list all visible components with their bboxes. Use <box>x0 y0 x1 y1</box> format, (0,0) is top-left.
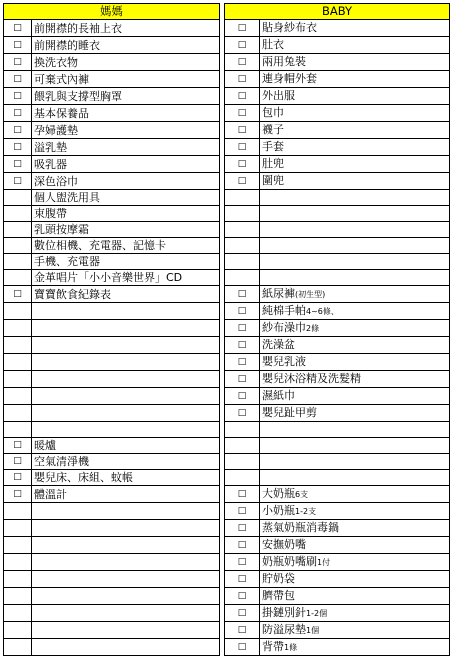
mom-checkbox[interactable]: □ <box>4 470 32 486</box>
baby-item-label: 紗布澡巾 <box>262 321 306 334</box>
mom-item <box>32 503 220 520</box>
baby-item-label: 背帶 <box>262 640 284 653</box>
checklist-row <box>4 454 450 470</box>
mom-item: 束腹帶 <box>32 206 220 222</box>
baby-item-label: 襪子 <box>262 123 284 136</box>
baby-item <box>260 371 450 388</box>
checklist-row <box>4 222 450 238</box>
checklist-row <box>4 54 450 71</box>
mom-checkbox[interactable] <box>4 571 32 588</box>
checklist-row <box>4 105 450 122</box>
baby-checkbox[interactable]: □ <box>225 405 260 422</box>
baby-item-label: 包巾 <box>262 106 284 119</box>
mom-item: 前開襟的長袖上衣 <box>32 20 220 37</box>
baby-checkbox[interactable]: □ <box>225 320 260 337</box>
baby-item <box>260 354 450 371</box>
baby-checkbox[interactable] <box>225 190 260 206</box>
baby-item-label: 濕紙巾 <box>262 389 295 402</box>
baby-checkbox[interactable]: □ <box>225 37 260 54</box>
baby-item <box>260 422 450 438</box>
baby-item <box>260 454 450 470</box>
baby-item-label: 外出服 <box>262 89 295 102</box>
baby-item-label: 奶瓶奶嘴刷 <box>262 555 317 568</box>
baby-item-note: (初生型) <box>295 290 326 299</box>
checklist-row <box>4 554 450 571</box>
mom-item <box>32 520 220 537</box>
mom-item <box>32 354 220 371</box>
mom-item: 個人盥洗用具 <box>32 190 220 206</box>
checklist-row <box>4 71 450 88</box>
baby-item-label: 嬰兒乳液 <box>262 355 306 368</box>
checklist-row <box>4 503 450 520</box>
checklist-row <box>4 571 450 588</box>
mom-checkbox[interactable] <box>4 303 32 320</box>
baby-item-label: 手套 <box>262 140 284 153</box>
baby-item-label: 連身帽外套 <box>262 72 317 85</box>
baby-checkbox[interactable]: □ <box>225 139 260 156</box>
baby-checkbox[interactable]: □ <box>225 503 260 520</box>
mom-checkbox[interactable] <box>4 388 32 405</box>
baby-item <box>260 503 450 520</box>
mom-item: 金革唱片「小小音樂世界」CD <box>32 270 220 286</box>
checklist-row <box>4 303 450 320</box>
baby-checkbox[interactable]: □ <box>225 354 260 371</box>
mom-checkbox[interactable] <box>4 605 32 622</box>
baby-item <box>260 303 450 320</box>
baby-checkbox[interactable] <box>225 222 260 238</box>
checklist-row <box>4 537 450 554</box>
baby-item <box>260 486 450 503</box>
baby-item-note: 1付 <box>317 558 331 567</box>
mom-checkbox[interactable] <box>4 422 32 438</box>
mom-checkbox[interactable]: □ <box>4 54 32 71</box>
mom-item: 寶寶飲食紀錄表 <box>32 286 220 303</box>
baby-item <box>260 605 450 622</box>
checklist-row <box>4 37 450 54</box>
mom-checkbox[interactable] <box>4 238 32 254</box>
baby-item-label: 純棉手帕 <box>262 304 306 317</box>
baby-item <box>260 320 450 337</box>
baby-checkbox[interactable]: □ <box>225 105 260 122</box>
mom-item: 數位相機、充電器、記憶卡 <box>32 238 220 254</box>
baby-item <box>260 337 450 354</box>
mom-item: 體溫計 <box>32 486 220 503</box>
baby-item-note: 4~6條、 <box>306 307 339 316</box>
checklist-row <box>4 20 450 37</box>
baby-checkbox[interactable]: □ <box>225 520 260 537</box>
baby-checkbox[interactable]: □ <box>225 88 260 105</box>
baby-item-label: 兩用兔裝 <box>262 55 306 68</box>
baby-item-label: 大奶瓶 <box>262 487 295 500</box>
mom-checkbox[interactable] <box>4 371 32 388</box>
baby-item-label: 紙尿褲 <box>262 287 295 300</box>
baby-item-label: 蒸氣奶瓶消毒鍋 <box>262 521 339 534</box>
baby-checkbox[interactable]: □ <box>225 486 260 503</box>
baby-item-label: 貯奶袋 <box>262 572 295 585</box>
baby-item-label: 臍帶包 <box>262 589 295 602</box>
checklist-row <box>4 354 450 371</box>
mom-item <box>32 571 220 588</box>
baby-item-label: 肚衣 <box>262 38 284 51</box>
mom-checkbox[interactable]: □ <box>4 156 32 173</box>
mom-item: 基本保養品 <box>32 105 220 122</box>
baby-checkbox[interactable]: □ <box>225 622 260 639</box>
baby-item <box>260 571 450 588</box>
baby-item-note: 1個 <box>306 626 320 635</box>
mom-checkbox[interactable]: □ <box>4 286 32 303</box>
checklist-row <box>4 639 450 656</box>
baby-checkbox[interactable]: □ <box>225 639 260 656</box>
baby-item-note: 6支 <box>295 490 309 499</box>
mom-checkbox[interactable] <box>4 554 32 571</box>
mom-checkbox[interactable]: □ <box>4 139 32 156</box>
mom-checkbox[interactable] <box>4 520 32 537</box>
checklist-row <box>4 371 450 388</box>
mom-item: 換洗衣物 <box>32 54 220 71</box>
mom-checkbox[interactable]: □ <box>4 88 32 105</box>
mom-checkbox[interactable] <box>4 320 32 337</box>
mom-item <box>32 639 220 656</box>
baby-checkbox[interactable] <box>225 254 260 270</box>
mom-checkbox[interactable]: □ <box>4 438 32 454</box>
mom-item <box>32 388 220 405</box>
mom-item <box>32 554 220 571</box>
baby-checkbox[interactable] <box>225 422 260 438</box>
checklist-row <box>4 270 450 286</box>
mom-item <box>32 320 220 337</box>
baby-item-label: 安撫奶嘴 <box>262 538 306 551</box>
mom-checkbox[interactable] <box>4 337 32 354</box>
baby-checkbox[interactable] <box>225 206 260 222</box>
mom-item <box>32 588 220 605</box>
baby-checkbox[interactable] <box>225 454 260 470</box>
mom-item <box>32 405 220 422</box>
checklist-row <box>4 206 450 222</box>
mom-item <box>32 371 220 388</box>
baby-item <box>260 270 450 286</box>
baby-checkbox[interactable] <box>225 270 260 286</box>
checklist-sheet <box>3 3 450 656</box>
baby-checkbox[interactable]: □ <box>225 571 260 588</box>
baby-item-label: 嬰兒趾甲剪 <box>262 406 317 419</box>
baby-item <box>260 20 450 37</box>
mom-checkbox[interactable]: □ <box>4 486 32 503</box>
mom-checkbox[interactable] <box>4 639 32 656</box>
checklist-row <box>4 88 450 105</box>
baby-checkbox[interactable]: □ <box>225 388 260 405</box>
mom-checkbox[interactable] <box>4 354 32 371</box>
checklist-row <box>4 422 450 438</box>
baby-item <box>260 122 450 139</box>
checklist-row <box>4 486 450 503</box>
baby-item <box>260 206 450 222</box>
baby-checkbox[interactable]: □ <box>225 588 260 605</box>
checklist-row <box>4 156 450 173</box>
baby-item <box>260 405 450 422</box>
mom-item: 溢乳墊 <box>32 139 220 156</box>
baby-item-label: 小奶瓶 <box>262 504 295 517</box>
mom-item <box>32 337 220 354</box>
baby-item <box>260 286 450 303</box>
baby-item <box>260 388 450 405</box>
checklist-row <box>4 405 450 422</box>
mom-item: 手機、充電器 <box>32 254 220 270</box>
baby-item <box>260 639 450 656</box>
mom-checkbox[interactable] <box>4 405 32 422</box>
checklist-row <box>4 122 450 139</box>
baby-item-label: 貼身紗布衣 <box>262 21 317 34</box>
mom-checkbox[interactable]: □ <box>4 20 32 37</box>
baby-item <box>260 520 450 537</box>
mom-item: 空氣清淨機 <box>32 454 220 470</box>
checklist-row <box>4 388 450 405</box>
baby-item-note: 2條 <box>306 324 320 333</box>
baby-item <box>260 190 450 206</box>
baby-item-note: 1-2支 <box>295 507 317 516</box>
mom-checkbox[interactable] <box>4 254 32 270</box>
baby-item <box>260 622 450 639</box>
mom-checkbox[interactable]: □ <box>4 122 32 139</box>
mom-checkbox[interactable] <box>4 206 32 222</box>
baby-checkbox[interactable] <box>225 438 260 454</box>
mom-item: 可棄式內褲 <box>32 71 220 88</box>
baby-item <box>260 470 450 486</box>
baby-checkbox[interactable]: □ <box>225 286 260 303</box>
baby-item-note: 1條 <box>284 643 298 652</box>
mom-checkbox[interactable]: □ <box>4 105 32 122</box>
baby-item-label: 圍兜 <box>262 174 284 187</box>
checklist-rows <box>4 20 450 656</box>
baby-item-note: 1-2個 <box>306 609 328 618</box>
baby-checkbox[interactable]: □ <box>225 554 260 571</box>
baby-item <box>260 105 450 122</box>
checklist-row <box>4 254 450 270</box>
checklist-table <box>3 3 450 656</box>
baby-item <box>260 554 450 571</box>
checklist-row <box>4 238 450 254</box>
baby-checkbox[interactable]: □ <box>225 71 260 88</box>
mom-checkbox[interactable]: □ <box>4 37 32 54</box>
baby-item <box>260 238 450 254</box>
mom-checkbox[interactable] <box>4 222 32 238</box>
mom-item <box>32 622 220 639</box>
baby-item-label: 掛鏈別針 <box>262 606 306 619</box>
mom-item <box>32 605 220 622</box>
checklist-row <box>4 470 450 486</box>
baby-item <box>260 156 450 173</box>
checklist-row <box>4 337 450 354</box>
mom-item: 孕婦護墊 <box>32 122 220 139</box>
baby-item-label: 洗澡盆 <box>262 338 295 351</box>
mom-header: 媽媽 <box>4 4 220 20</box>
checklist-row <box>4 438 450 454</box>
baby-item <box>260 139 450 156</box>
baby-checkbox[interactable]: □ <box>225 173 260 190</box>
mom-checkbox[interactable] <box>4 588 32 605</box>
baby-checkbox[interactable]: □ <box>225 337 260 354</box>
baby-checkbox[interactable]: □ <box>225 54 260 71</box>
checklist-row <box>4 520 450 537</box>
checklist-row <box>4 622 450 639</box>
checklist-row <box>4 139 450 156</box>
baby-checkbox[interactable]: □ <box>225 605 260 622</box>
baby-checkbox[interactable]: □ <box>225 303 260 320</box>
mom-item: 嬰兒床、床組、蚊帳 <box>32 470 220 486</box>
baby-item <box>260 71 450 88</box>
checklist-row <box>4 173 450 190</box>
baby-checkbox[interactable]: □ <box>225 122 260 139</box>
baby-item <box>260 88 450 105</box>
checklist-row <box>4 320 450 337</box>
mom-item: 暖爐 <box>32 438 220 454</box>
mom-item <box>32 303 220 320</box>
baby-item <box>260 37 450 54</box>
baby-checkbox[interactable]: □ <box>225 156 260 173</box>
mom-checkbox[interactable] <box>4 190 32 206</box>
mom-item <box>32 422 220 438</box>
baby-item <box>260 438 450 454</box>
checklist-row <box>4 190 450 206</box>
checklist-row <box>4 286 450 303</box>
mom-item: 深色浴巾 <box>32 173 220 190</box>
mom-item: 餵乳與支撐型胸罩 <box>32 88 220 105</box>
baby-checkbox[interactable]: □ <box>225 20 260 37</box>
mom-item: 乳頭按摩霜 <box>32 222 220 238</box>
baby-item <box>260 54 450 71</box>
mom-checkbox[interactable] <box>4 537 32 554</box>
baby-item-label: 嬰兒沐浴精及洗髮精 <box>262 372 361 385</box>
baby-item <box>260 588 450 605</box>
checklist-row <box>4 605 450 622</box>
mom-checkbox[interactable] <box>4 622 32 639</box>
baby-item-label: 肚兜 <box>262 157 284 170</box>
baby-checkbox[interactable] <box>225 470 260 486</box>
mom-checkbox[interactable] <box>4 270 32 286</box>
baby-item <box>260 537 450 554</box>
baby-checkbox[interactable]: □ <box>225 537 260 554</box>
baby-item <box>260 173 450 190</box>
baby-item <box>260 222 450 238</box>
baby-item <box>260 254 450 270</box>
mom-checkbox[interactable] <box>4 503 32 520</box>
mom-checkbox[interactable]: □ <box>4 454 32 470</box>
baby-item-label: 防溢尿墊 <box>262 623 306 636</box>
mom-item: 吸乳器 <box>32 156 220 173</box>
mom-item <box>32 537 220 554</box>
baby-header: BABY <box>225 4 450 20</box>
checklist-row <box>4 588 450 605</box>
mom-checkbox[interactable]: □ <box>4 173 32 190</box>
mom-checkbox[interactable]: □ <box>4 71 32 88</box>
baby-checkbox[interactable]: □ <box>225 371 260 388</box>
mom-item: 前開襟的睡衣 <box>32 37 220 54</box>
baby-checkbox[interactable] <box>225 238 260 254</box>
